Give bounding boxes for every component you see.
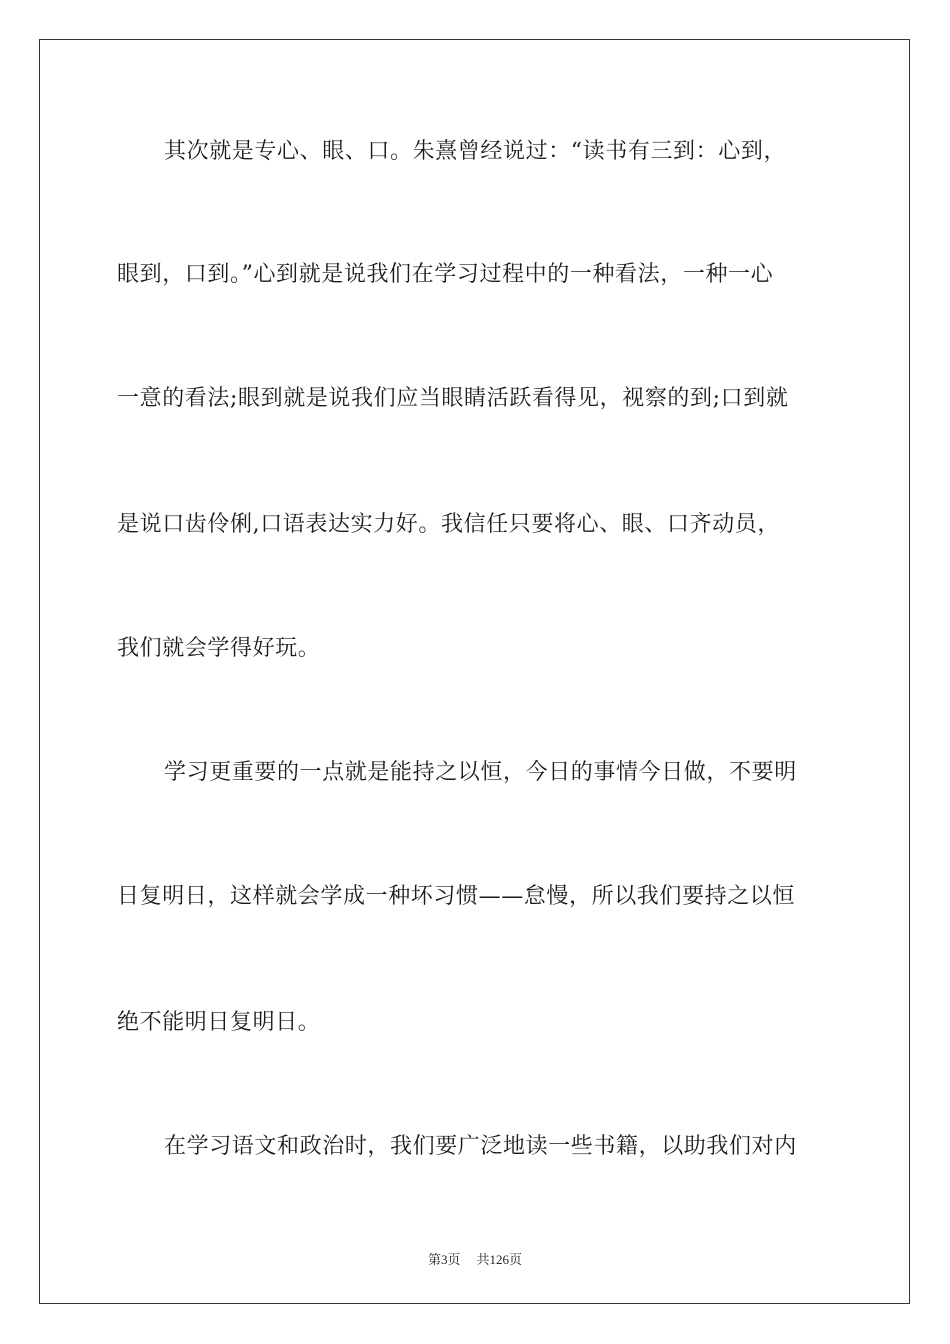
- page-footer: [0, 1249, 950, 1268]
- page-number: 第3页: [427, 1252, 461, 1267]
- paragraph-line: 日复明日，这样就会学成一种坏习惯——怠慢，所以我们要持之以恒: [117, 884, 796, 909]
- paragraph-line: 学习更重要的一点就是能持之以恒，今日的事情今日做，不要明: [164, 760, 797, 785]
- paragraph-line: 在学习语文和政治时，我们要广泛地读一些书籍，以助我们对内: [164, 1134, 797, 1159]
- paragraph-line: 绝不能明日复明日。: [117, 1010, 321, 1035]
- page-total: 共126页: [476, 1252, 523, 1267]
- paragraph-line: 我们就会学得好玩。: [117, 636, 321, 661]
- paragraph-line: 其次就是专心、眼、口。朱熹曾经说过：“读书有三到：心到，: [164, 139, 787, 164]
- paragraph-line: 眼到，口到。”心到就是说我们在学习过程中的一种看法，一种一心: [117, 262, 774, 287]
- document-body: [117, 0, 833, 1344]
- paragraph-line: 是说口齿伶俐,口语表达实力好。我信任只要将心、眼、口齐动员，: [117, 512, 780, 537]
- paragraph-line: 一意的看法;眼到就是说我们应当眼睛活跃看得见，视察的到;口到就: [117, 386, 789, 411]
